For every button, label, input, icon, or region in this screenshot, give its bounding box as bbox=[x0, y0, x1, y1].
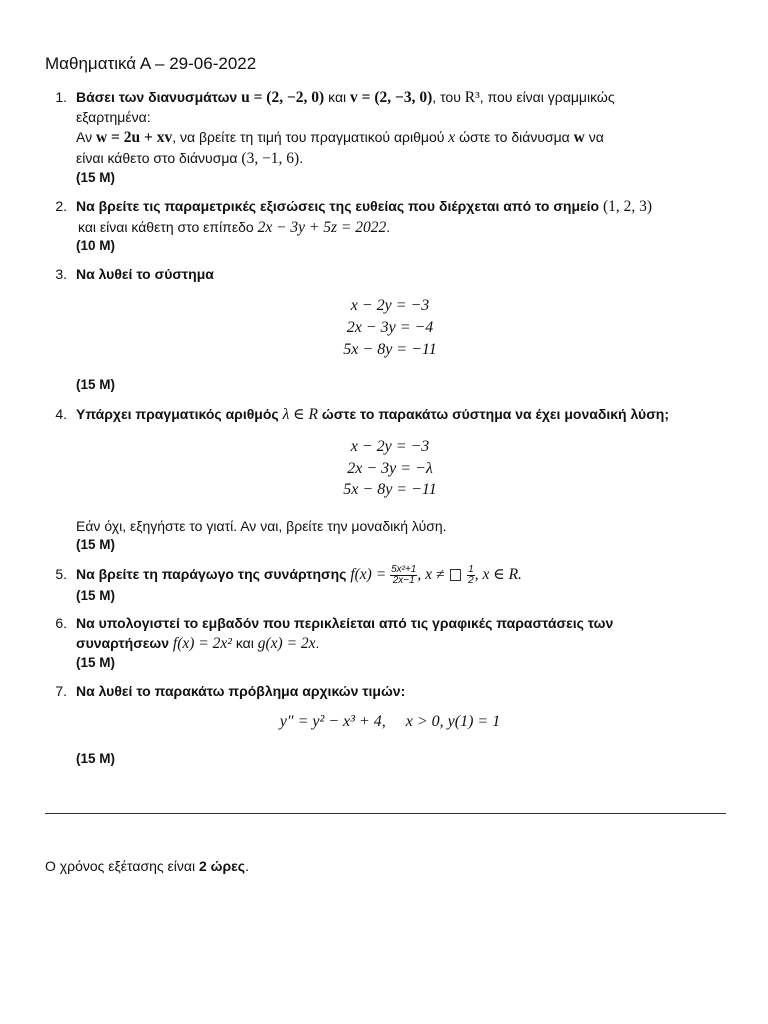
question-text: συναρτήσεων bbox=[76, 635, 170, 651]
conjunction: και bbox=[328, 89, 347, 105]
question-text: , να βρείτε τη τιμή του πραγματικού αριθμού bbox=[172, 129, 445, 145]
lambda-condition: λ ∈ R bbox=[282, 406, 318, 423]
point-value: (1, 2, 3) bbox=[603, 198, 653, 215]
marks: (15 Μ) bbox=[76, 377, 116, 392]
page-title: Μαθηματικά Α – 29-06-2022 bbox=[45, 54, 257, 73]
marks: (15 Μ) bbox=[76, 655, 116, 670]
equation-2: 2x − 3y = −4 bbox=[346, 319, 434, 336]
question-number: 7. bbox=[55, 683, 67, 699]
question-text: Να βρείτε τη παράγωγο της συνάρτησης bbox=[76, 566, 347, 582]
space-r3: R³ bbox=[464, 89, 480, 106]
question-text: ώστε το διάνυσμα bbox=[459, 129, 570, 145]
question-text: εξαρτημένα: bbox=[76, 109, 151, 125]
function-f: f(x) = 2x² bbox=[172, 635, 232, 652]
marks: (15 Μ) bbox=[76, 751, 116, 766]
question-text: Να λυθεί το σύστημα bbox=[76, 266, 214, 282]
question-number: 1. bbox=[55, 89, 67, 105]
conjunction: και bbox=[235, 635, 254, 651]
question-number: 6. bbox=[55, 615, 67, 631]
question-text: Αν bbox=[76, 129, 93, 145]
question-number: 2. bbox=[55, 198, 67, 214]
plane-equation: 2x − 3y + 5z = 2022 bbox=[257, 219, 387, 236]
equation-3: 5x − 8y = −11 bbox=[343, 341, 437, 358]
question-text: είναι κάθετο στο διάνυσμα bbox=[76, 150, 238, 166]
ode-equation bbox=[0, 713, 768, 731]
question-text: Να λυθεί το παρακάτω πρόβλημα αρχικών τιμών: bbox=[76, 683, 406, 699]
question-text: Εάν όχι, εξηγήστε το γιατί. Αν ναι, βρείτε την μοναδική λύση. bbox=[76, 518, 447, 534]
domain-condition: , x ∈ R. bbox=[474, 566, 522, 583]
equation-1: x − 2y = −3 bbox=[350, 297, 430, 314]
vector-u-definition: u = (2, −2, 0) bbox=[241, 89, 325, 106]
marks: (15 Μ) bbox=[76, 537, 116, 552]
fraction bbox=[390, 565, 417, 586]
fraction-half: $\frac{1}{2}$ bbox=[468, 563, 474, 586]
question-number: 5. bbox=[55, 566, 67, 582]
missing-glyph-box bbox=[450, 569, 461, 581]
vector-value: (3, −1, 6) bbox=[241, 150, 300, 167]
question-text: Να υπολογιστεί το εμβαδόν που περικλείεται από τις γραφικές παραστάσεις των bbox=[76, 615, 614, 631]
vector-v-definition: v = (2, −3, 0) bbox=[350, 89, 433, 106]
fraction-numerator: 5x²+1 bbox=[391, 563, 417, 575]
vector-w-definition: w = 2u + xv bbox=[95, 129, 173, 146]
question-text: , του bbox=[432, 89, 461, 105]
question-text: και είναι κάθετη στο επίπεδο bbox=[78, 219, 254, 235]
question-text: Να βρείτε τις παραμετρικές εξισώσεις της ευθείας που διέρχεται από το σημείο bbox=[76, 198, 600, 214]
question-text: ώστε το παρακάτω σύστημα να έχει μοναδική λύση; bbox=[321, 406, 669, 422]
function-f: f(x) = bbox=[350, 566, 387, 583]
domain-condition: , x ≠ bbox=[417, 566, 445, 583]
exam-duration: 2 ώρες bbox=[199, 858, 246, 874]
function-g: g(x) = 2x bbox=[257, 635, 316, 652]
question-text: Υπάρχει πραγματικός αριθμός bbox=[76, 406, 279, 422]
vector-w: w bbox=[573, 129, 585, 146]
equation-3: 5x − 8y = −11 bbox=[343, 481, 437, 498]
marks: (15 Μ) bbox=[76, 588, 116, 603]
horizontal-divider bbox=[45, 813, 726, 814]
question-number: 3. bbox=[55, 266, 67, 282]
marks: (10 Μ) bbox=[76, 238, 116, 253]
equation-2: 2x − 3y = −λ bbox=[347, 460, 433, 477]
question-text: Βάσει των διανυσμάτων bbox=[76, 89, 238, 105]
differential-equation: y″ = y² − x³ + 4, bbox=[279, 713, 386, 730]
equation-1: x − 2y = −3 bbox=[350, 438, 430, 455]
question-text: , που είναι γραμμικώς bbox=[479, 89, 615, 105]
variable-x: x bbox=[448, 129, 456, 146]
exam-duration-note: Ο χρόνος εξέτασης είναι 2 ώρες. bbox=[45, 858, 249, 874]
question-number: 4. bbox=[55, 406, 67, 422]
initial-condition: x > 0, y(1) = 1 bbox=[405, 713, 501, 730]
marks: (15 Μ) bbox=[76, 170, 116, 185]
question-text: να bbox=[588, 129, 604, 145]
fraction-denominator: 2x−1 bbox=[392, 574, 415, 586]
